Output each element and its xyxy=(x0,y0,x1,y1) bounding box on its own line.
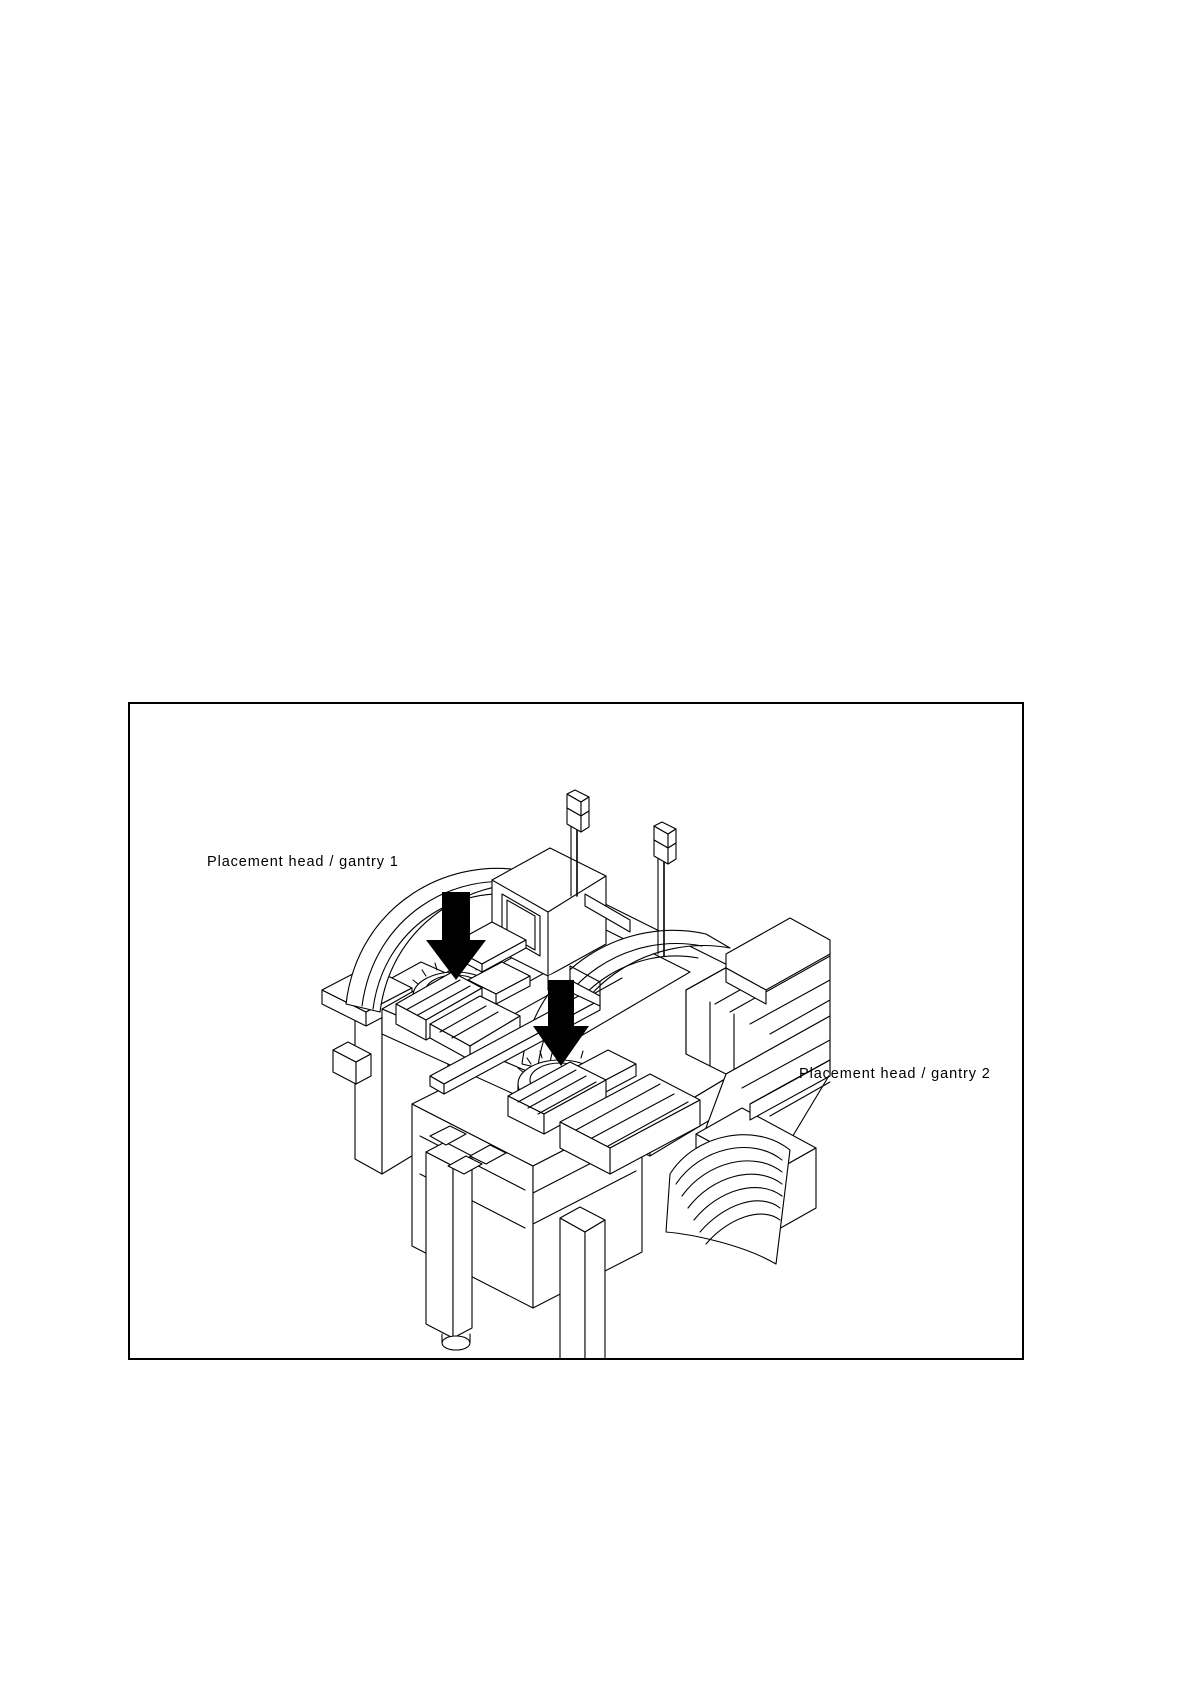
label-placement-head-gantry-2: Placement head / gantry 2 xyxy=(799,1066,991,1082)
figure-frame xyxy=(128,702,1024,1360)
smt-placement-machine-illustration xyxy=(130,704,1022,1358)
label-placement-head-gantry-1: Placement head / gantry 1 xyxy=(207,854,399,870)
